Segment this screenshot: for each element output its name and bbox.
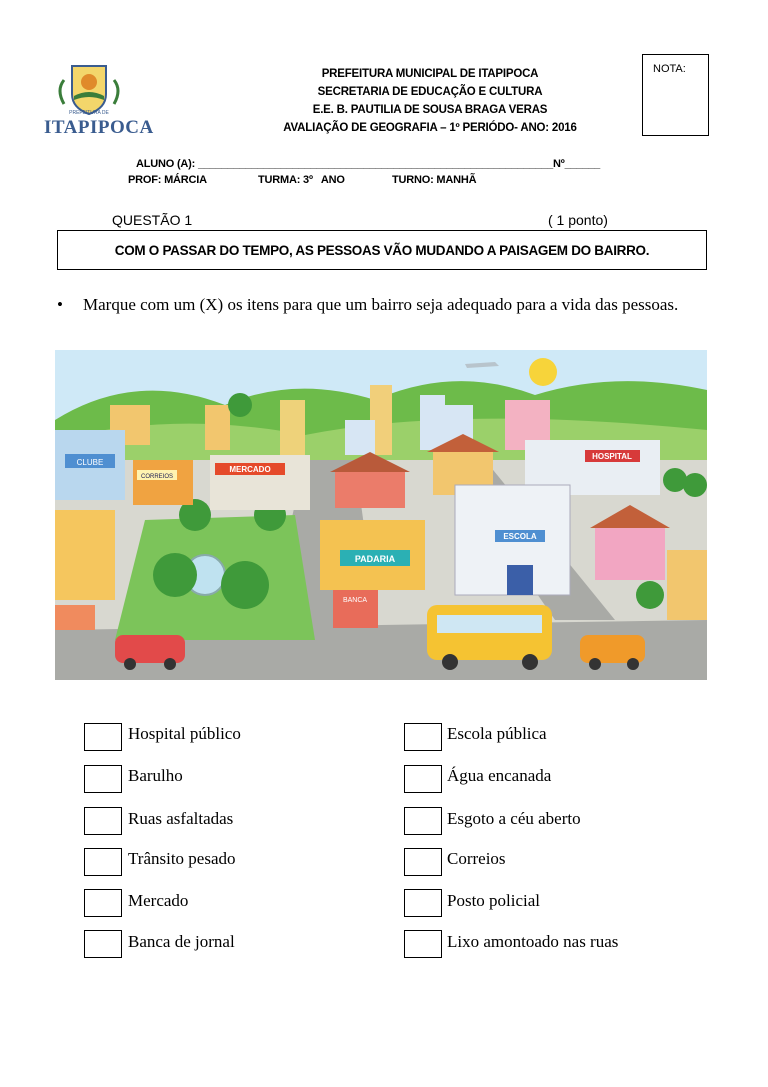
instruction-text: Marque com um (X) os itens para que um bairro seja adequado para a vida das pessoas. [83, 295, 679, 314]
grade-label: NOTA: [653, 63, 686, 75]
option-lixo-amontoado: Lixo amontoado nas ruas [447, 932, 619, 951]
sign-mercado: MERCADO [229, 465, 271, 474]
header-line-2: SECRETARIA DE EDUCAÇÃO E CULTURA [317, 86, 543, 98]
class-grade: TURMA: 3º ANO [258, 174, 345, 186]
option-ruas-asfaltadas: Ruas asfaltadas [128, 809, 234, 828]
sign-banca: BANCA [342, 597, 368, 604]
checkbox-banca-de-jornal[interactable] [84, 930, 122, 958]
sign-padaria: PADARIA [354, 554, 396, 564]
question-points: ( 1 ponto) [548, 212, 608, 228]
sign-hospital: HOSPITAL [592, 452, 632, 461]
option-esgoto-a-ceu-aberto: Esgoto a céu aberto [447, 809, 581, 828]
question-number: QUESTÃO 1 [112, 212, 193, 228]
checkbox-correios[interactable] [404, 848, 442, 876]
teacher-name: PROF: MÁRCIA [128, 174, 207, 186]
checkbox-transito-pesado[interactable] [84, 848, 122, 876]
option-hospital-publico: Hospital público [128, 724, 241, 743]
option-transito-pesado: Trânsito pesado [128, 849, 236, 868]
checkbox-escola-publica[interactable] [404, 723, 442, 751]
header-line-4: AVALIAÇÃO DE GEOGRAFIA – 1º PERIÓDO- ANO: 2016 [283, 122, 577, 134]
checkbox-barulho[interactable] [84, 765, 122, 793]
logo-city-name: ITAPIPOCA [44, 117, 154, 138]
checkbox-mercado[interactable] [84, 889, 122, 917]
student-name-line[interactable]: ALUNO (A): ____________________________________________________________Nº______ [136, 158, 601, 170]
checkbox-esgoto-a-ceu-aberto[interactable] [404, 807, 442, 835]
sign-clube: CLUBE [76, 458, 104, 467]
option-escola-publica: Escola pública [447, 724, 547, 743]
sun-icon [529, 358, 557, 386]
sign-escola: ESCOLA [503, 532, 537, 541]
header-line-1: PREFEITURA MUNICIPAL DE ITAPIPOCA [321, 68, 539, 80]
car-red-icon [115, 635, 185, 663]
option-barulho: Barulho [128, 766, 183, 785]
option-banca-de-jornal: Banca de jornal [128, 932, 235, 951]
option-agua-encanada: Água encanada [447, 766, 552, 785]
logo-small-text: PREFEITURA DE [69, 110, 109, 116]
neighborhood-illustration [55, 350, 707, 680]
option-correios: Correios [447, 849, 506, 868]
checkbox-ruas-asfaltadas[interactable] [84, 807, 122, 835]
checkbox-hospital-publico[interactable] [84, 723, 122, 751]
class-shift: TURNO: MANHÃ [392, 174, 477, 186]
checkbox-lixo-amontoado[interactable] [404, 930, 442, 958]
option-posto-policial: Posto policial [447, 891, 541, 910]
question-instruction [57, 294, 707, 316]
question-banner: COM O PASSAR DO TEMPO, AS PESSOAS VÃO MUDANDO A PAISAGEM DO BAIRRO. [57, 230, 707, 270]
option-mercado: Mercado [128, 891, 189, 910]
bullet-icon: • [57, 295, 63, 314]
checkbox-posto-policial[interactable] [404, 889, 442, 917]
checkbox-agua-encanada[interactable] [404, 765, 442, 793]
header-line-3: E.E. B. PAUTILIA DE SOUSA BRAGA VERAS [312, 104, 548, 116]
sign-correios: CORREIOS [140, 474, 174, 480]
grade-box[interactable] [642, 54, 709, 136]
